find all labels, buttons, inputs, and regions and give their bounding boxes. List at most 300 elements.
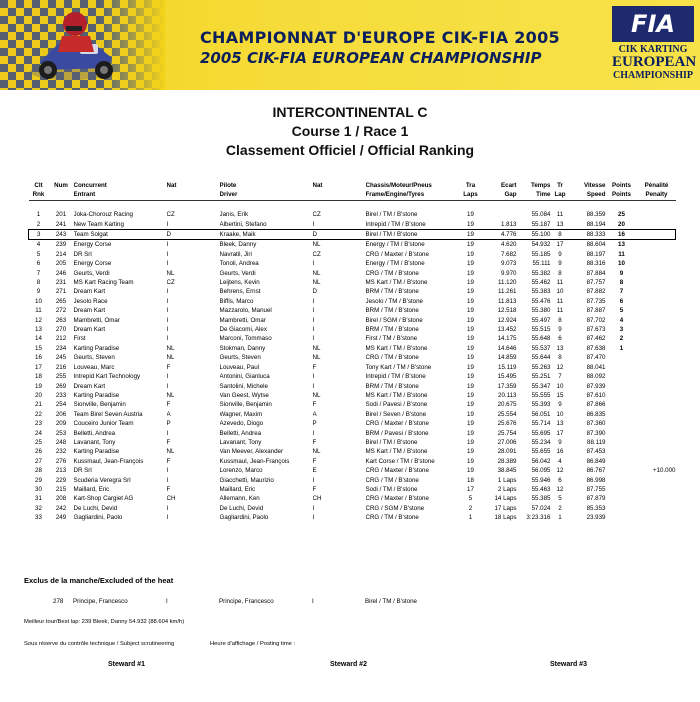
excluded-frame: Birel / TM / B'stone bbox=[365, 598, 417, 605]
cell-speed: 87.470 bbox=[586, 354, 606, 362]
cell-entrant-nat: I bbox=[166, 250, 169, 258]
cell-penalty bbox=[638, 429, 676, 438]
cell-time: 54.932 bbox=[531, 241, 551, 249]
cell-time: 55.185 bbox=[531, 250, 551, 258]
col-header-frame: Chassis/Moteur/Pneus bbox=[365, 182, 432, 189]
cell-driver: Leijtens, Kevin bbox=[219, 279, 260, 287]
steward-2-signature: Steward #2 bbox=[330, 661, 367, 668]
cell-penalty bbox=[638, 269, 676, 278]
cell-entrant: Karting Paradise bbox=[73, 391, 120, 399]
col-subheader-driver-nat bbox=[313, 190, 366, 200]
cell-penalty bbox=[638, 278, 676, 287]
cell-points bbox=[606, 410, 638, 419]
table-row bbox=[29, 372, 676, 381]
cell-frame: Birel / TM / B'stone bbox=[365, 438, 418, 446]
col-subheader-gap: Gap bbox=[481, 190, 517, 200]
cell-penalty bbox=[638, 297, 676, 306]
cell-speed: 87.887 bbox=[586, 307, 606, 315]
cell-best-lap: 17 bbox=[556, 241, 564, 249]
cell-laps: 19 bbox=[467, 354, 474, 362]
kart-illustration bbox=[0, 0, 165, 90]
cell-gap: 14 Laps bbox=[494, 495, 517, 503]
cell-best-lap: 7 bbox=[558, 373, 562, 381]
cell-laps: 19 bbox=[467, 279, 474, 287]
cell-driver-nat: I bbox=[312, 335, 315, 343]
excluded-driver: Principe, Francesco bbox=[219, 598, 274, 605]
cell-speed: 88.316 bbox=[586, 260, 606, 268]
cell-time: 55.463 bbox=[531, 485, 551, 493]
cell-num: 276 bbox=[55, 457, 67, 465]
cell-penalty bbox=[638, 259, 676, 268]
cell-rank: 13 bbox=[35, 326, 42, 334]
cell-points bbox=[606, 457, 638, 466]
cell-driver: Kraake, Maik bbox=[220, 230, 313, 240]
table-row bbox=[29, 220, 676, 230]
cell-num: 239 bbox=[55, 241, 67, 249]
cell-penalty bbox=[638, 353, 676, 362]
cell-driver-nat: CZ bbox=[312, 250, 321, 258]
cell-gap: 14.175 bbox=[497, 335, 517, 343]
cell-entrant: Joka-Chorouz Racing bbox=[73, 211, 133, 219]
cell-penalty bbox=[638, 316, 676, 325]
cell-time: 55.476 bbox=[531, 297, 551, 305]
table-row bbox=[29, 250, 676, 259]
table-row bbox=[29, 457, 676, 466]
cell-driver: Van Meever, Alexander bbox=[219, 448, 284, 456]
cell-entrant-nat: F bbox=[166, 485, 171, 493]
table-header-row-2 bbox=[29, 190, 676, 200]
cell-points: 7 bbox=[619, 288, 624, 296]
cell-laps: 19 bbox=[467, 438, 474, 446]
cell-speed: 87.939 bbox=[586, 382, 606, 390]
cell-best-lap: 9 bbox=[558, 438, 562, 446]
cell-gap: 15.119 bbox=[498, 363, 517, 371]
cell-num: 214 bbox=[55, 250, 67, 258]
col-subheader-entrant: Entrant bbox=[74, 190, 167, 200]
cell-best-lap: 11 bbox=[556, 211, 564, 219]
cell-points bbox=[606, 494, 638, 503]
cell-best-lap: 13 bbox=[556, 220, 564, 228]
cell-penalty bbox=[638, 344, 676, 353]
cell-laps: 5 bbox=[468, 495, 473, 503]
table-row bbox=[29, 466, 676, 475]
excluded-entrant: Principe, Francesco bbox=[73, 598, 128, 605]
cell-gap: 4.620 bbox=[501, 241, 517, 249]
cell-gap: 1 Laps bbox=[497, 476, 517, 484]
cell-num: 205 bbox=[55, 260, 67, 268]
cell-entrant: Couceiro Junior Team bbox=[73, 420, 134, 428]
banner-title-en: 2005 CIK-FIA EUROPEAN CHAMPIONSHIP bbox=[200, 49, 542, 67]
cell-entrant: Lavanant, Tony bbox=[73, 438, 116, 446]
cell-num: 241 bbox=[55, 220, 67, 228]
cell-entrant: Maillard, Eric bbox=[73, 485, 110, 493]
cell-points bbox=[606, 466, 638, 475]
cell-frame: Sodi / TM / B'stone bbox=[365, 485, 418, 493]
cell-penalty bbox=[638, 400, 676, 409]
cell-frame: Birel / Seven / B'stone bbox=[365, 410, 427, 418]
cell-gap: 17 Laps bbox=[494, 504, 517, 512]
cell-num: 242 bbox=[55, 504, 67, 512]
table-row bbox=[29, 287, 676, 296]
cell-points bbox=[606, 476, 638, 485]
cell-rank: 1 bbox=[36, 211, 41, 219]
cell-num: 253 bbox=[55, 429, 67, 437]
cell-driver: Lavanant, Tony bbox=[219, 438, 262, 446]
cell-penalty bbox=[638, 447, 676, 456]
cell-driver-nat: F bbox=[312, 457, 317, 465]
cell-entrant: Dream Kart bbox=[73, 307, 106, 315]
cell-driver-nat: NL bbox=[312, 269, 321, 277]
cell-time: 55.380 bbox=[531, 307, 551, 315]
cell-num: 232 bbox=[55, 448, 67, 456]
cell-driver-nat: I bbox=[312, 373, 315, 381]
cell-laps: 19 bbox=[467, 467, 474, 475]
cell-driver: Mambretti, Omar bbox=[219, 316, 266, 324]
col-header-gap: Ecart bbox=[501, 182, 517, 189]
cell-driver-nat: NL bbox=[312, 354, 321, 362]
cell-best-lap: 12 bbox=[556, 485, 564, 493]
logo-text-3: CHAMPIONSHIP bbox=[613, 70, 693, 81]
cell-entrant: Geurts, Steven bbox=[73, 354, 115, 362]
cell-best-lap: 10 bbox=[556, 382, 564, 390]
cell-laps: 19 bbox=[467, 269, 474, 277]
cell-rank: 5 bbox=[36, 250, 41, 258]
scrutineering-note: Sous réserve du contrôle technique / Subject scrutineering bbox=[24, 641, 175, 647]
cell-entrant: New Team Karting bbox=[73, 220, 124, 228]
cell-time: 55.537 bbox=[531, 344, 551, 352]
cell-num: 234 bbox=[55, 344, 67, 352]
cell-time: 55.946 bbox=[531, 476, 551, 484]
cell-entrant: Dream Kart bbox=[73, 382, 106, 390]
excluded-nat: I bbox=[166, 598, 168, 605]
results-table bbox=[28, 181, 676, 523]
cell-gap: 11.813 bbox=[498, 297, 517, 305]
cell-penalty bbox=[638, 410, 676, 419]
cell-frame: Birel / SGM / B'stone bbox=[365, 316, 423, 324]
cell-entrant: Karting Paradise bbox=[73, 448, 120, 456]
cell-driver-nat: D bbox=[312, 288, 317, 296]
col-subheader-driver: Driver bbox=[220, 190, 313, 200]
cell-frame: CRG / TM / B'stone bbox=[365, 269, 419, 277]
cell-entrant-nat: D bbox=[167, 230, 220, 240]
cell-frame: Kart Corse / TM / B'stone bbox=[365, 457, 435, 465]
cell-points: 11 bbox=[618, 250, 625, 258]
cell-entrant-nat: A bbox=[166, 410, 171, 418]
cell-num: 201 bbox=[55, 211, 67, 219]
cell-frame: Tony Kart / TM / B'stone bbox=[365, 363, 432, 371]
best-lap-note: Meilleur tour/Best lap: 239 Bleek, Danny 54.932 (88.604 km/h) bbox=[24, 619, 185, 625]
cell-speed: 88.194 bbox=[586, 220, 606, 228]
cell-time: 55.695 bbox=[531, 429, 551, 437]
cell-driver: Tonoli, Andrea bbox=[219, 260, 259, 268]
cell-gap: 25.676 bbox=[497, 420, 517, 428]
excluded-title: Exclus de la manche/Excluded of the heat bbox=[24, 576, 174, 585]
cell-speed: 88.333 bbox=[570, 230, 606, 240]
col-header-driver-nat: Nat bbox=[312, 182, 323, 189]
table-row bbox=[29, 297, 676, 306]
cell-driver-nat: F bbox=[312, 485, 317, 493]
cell-driver-nat: I bbox=[312, 326, 315, 334]
cell-entrant: Louveau, Marc bbox=[73, 363, 115, 371]
cell-rank: 9 bbox=[36, 288, 41, 296]
cell-best-lap: 9 bbox=[558, 250, 562, 258]
cell-speed: 87.462 bbox=[586, 335, 606, 343]
fia-logo-mark: FIA bbox=[612, 6, 694, 42]
cell-points: 3 bbox=[619, 326, 624, 334]
cell-driver: Stokman, Danny bbox=[219, 344, 266, 352]
table-row bbox=[29, 259, 676, 268]
cell-frame: CRG / Maxter / B'stone bbox=[365, 467, 429, 475]
cell-time: 55.644 bbox=[531, 354, 551, 362]
cell-entrant: Kart-Shop Cargiet AG bbox=[73, 495, 134, 503]
cell-num: 246 bbox=[55, 269, 67, 277]
excluded-num: 278 bbox=[53, 598, 64, 605]
cell-best-lap: 8 bbox=[551, 230, 570, 240]
cell-time: 55.515 bbox=[531, 326, 551, 334]
cell-driver: Navratil, Jiri bbox=[219, 250, 252, 258]
cell-gap: 17.359 bbox=[497, 382, 517, 390]
cell-penalty bbox=[638, 438, 676, 447]
cell-time: 55.111 bbox=[532, 260, 551, 268]
cell-penalty bbox=[638, 230, 676, 240]
cell-rank: 12 bbox=[35, 316, 42, 324]
table-row bbox=[29, 325, 676, 334]
col-header-laps: Tra bbox=[465, 182, 476, 189]
table-row bbox=[29, 278, 676, 287]
cell-laps: 19 bbox=[467, 260, 474, 268]
cell-gap: 13.452 bbox=[497, 326, 517, 334]
cell-driver: Santolini, Michele bbox=[219, 382, 268, 390]
cell-num: 231 bbox=[55, 279, 67, 287]
table-row bbox=[29, 429, 676, 438]
cell-frame: Jesolo / TM / B'stone bbox=[365, 297, 423, 305]
cell-driver-nat: F bbox=[312, 401, 317, 409]
cell-frame: Intrepid / TM / B'stone bbox=[365, 220, 426, 228]
cell-driver: De Luchi, Devid bbox=[219, 504, 264, 512]
cell-best-lap: 8 bbox=[558, 316, 562, 324]
table-row bbox=[29, 363, 676, 372]
table-row bbox=[29, 513, 676, 522]
cell-rank: 6 bbox=[36, 260, 41, 268]
table-row bbox=[29, 334, 676, 343]
col-subheader-nat bbox=[167, 190, 220, 200]
cell-laps: 19 bbox=[467, 382, 474, 390]
cell-frame: CRG / Maxter / B'stone bbox=[365, 250, 429, 258]
cell-entrant-nat: I bbox=[166, 288, 169, 296]
cell-frame: MS Kart / TM / B'stone bbox=[365, 448, 428, 456]
cell-num: 215 bbox=[55, 485, 67, 493]
cell-time: 55.393 bbox=[531, 401, 551, 409]
cell-driver: Maillard, Eric bbox=[219, 485, 256, 493]
col-subheader-laps: Laps bbox=[461, 190, 481, 200]
cell-driver: Bleek, Danny bbox=[219, 241, 257, 249]
cell-points bbox=[606, 429, 638, 438]
cell-time: 55.497 bbox=[531, 316, 551, 324]
cell-best-lap: 8 bbox=[558, 354, 562, 362]
cell-rank: 4 bbox=[36, 241, 41, 249]
cell-gap: 7.682 bbox=[501, 250, 517, 258]
cell-num: 206 bbox=[55, 410, 67, 418]
cell-speed: 86.998 bbox=[586, 476, 606, 484]
cell-laps: 19 bbox=[467, 307, 474, 315]
cell-frame: First / TM / B'stone bbox=[365, 335, 418, 343]
table-row bbox=[29, 438, 676, 447]
cell-entrant: Mambretti, Omar bbox=[73, 316, 120, 324]
cell-penalty bbox=[638, 504, 676, 513]
cell-gap bbox=[481, 210, 517, 219]
table-row bbox=[29, 504, 676, 513]
cell-driver-nat: I bbox=[312, 429, 315, 437]
cell-gap: 25.554 bbox=[497, 410, 517, 418]
cell-driver-nat: E bbox=[312, 467, 317, 475]
cell-driver-nat: I bbox=[312, 307, 315, 315]
table-row bbox=[29, 353, 676, 362]
cell-driver-nat: NL bbox=[312, 344, 321, 352]
cell-gap: 9.970 bbox=[501, 269, 517, 277]
race-title: Course 1 / Race 1 bbox=[291, 123, 409, 139]
col-header-num: Num bbox=[54, 182, 68, 189]
cell-driver-nat: I bbox=[312, 382, 315, 390]
cell-driver: Van Geest, Wytse bbox=[219, 391, 269, 399]
cell-frame: CRG / TM / B'stone bbox=[365, 476, 419, 484]
cell-num: 209 bbox=[55, 420, 67, 428]
cell-entrant-nat: CH bbox=[166, 495, 176, 503]
cell-frame: CRG / TM / B'stone bbox=[365, 354, 419, 362]
cell-entrant-nat: CZ bbox=[166, 211, 175, 219]
cell-laps: 18 bbox=[467, 476, 474, 484]
col-header-speed: Vitesse bbox=[583, 182, 606, 189]
cell-speed: 87.879 bbox=[586, 495, 606, 503]
cell-entrant-nat: F bbox=[166, 438, 171, 446]
table-row bbox=[29, 230, 676, 240]
cell-driver: Geurts, Verdi bbox=[219, 269, 256, 277]
cell-points bbox=[606, 438, 638, 447]
cell-num: 270 bbox=[55, 326, 67, 334]
cell-driver: Mazzarolo, Manuel bbox=[219, 307, 272, 315]
cell-laps: 19 bbox=[467, 373, 474, 381]
cell-frame: BRM / Pavesi / B'stone bbox=[365, 429, 429, 437]
cell-laps: 2 bbox=[468, 504, 473, 512]
cell-penalty bbox=[638, 485, 676, 494]
cell-laps: 19 bbox=[467, 335, 474, 343]
cell-entrant-nat: NL bbox=[166, 391, 175, 399]
cell-time: 55.084 bbox=[531, 211, 551, 219]
cell-speed: 87.755 bbox=[586, 485, 606, 493]
cell-laps: 19 bbox=[467, 316, 474, 324]
cell-penalty bbox=[638, 372, 676, 381]
cell-points bbox=[606, 363, 638, 372]
cell-laps: 19 bbox=[467, 241, 474, 249]
cell-rank: 16 bbox=[35, 354, 42, 362]
cell-best-lap: 4 bbox=[558, 457, 562, 465]
cell-driver-nat: NL bbox=[312, 391, 321, 399]
cell-driver-nat: A bbox=[312, 410, 317, 418]
cell-entrant-nat: NL bbox=[166, 448, 175, 456]
cell-best-lap: 11 bbox=[556, 307, 564, 315]
cell-driver-nat: CZ bbox=[312, 211, 321, 219]
cell-laps: 19 bbox=[461, 230, 481, 240]
cell-points: 16 bbox=[606, 230, 638, 240]
cell-rank: 11 bbox=[35, 307, 42, 315]
excluded-driver-nat: I bbox=[312, 598, 314, 605]
cell-time: 56.042 bbox=[531, 457, 551, 465]
cell-points: 9 bbox=[619, 269, 624, 277]
logo-text-1: CIK KARTING bbox=[618, 44, 688, 55]
col-header-lap: Tr bbox=[557, 182, 563, 189]
cell-best-lap: 13 bbox=[556, 420, 564, 428]
cell-num: 212 bbox=[55, 335, 67, 343]
cell-num: 233 bbox=[55, 391, 67, 399]
cell-entrant-nat: I bbox=[166, 467, 169, 475]
cell-rank: 22 bbox=[35, 410, 42, 418]
cell-num: 272 bbox=[55, 307, 67, 315]
col-header-nat: Nat bbox=[166, 182, 177, 189]
cell-entrant-nat: I bbox=[166, 220, 169, 228]
cell-entrant-nat: NL bbox=[166, 354, 175, 362]
cell-speed: 86.835 bbox=[586, 410, 606, 418]
cell-entrant-nat: NL bbox=[166, 269, 175, 277]
cell-rank: 26 bbox=[35, 448, 42, 456]
cell-rank: 3 bbox=[29, 230, 49, 240]
cell-num: 208 bbox=[55, 495, 67, 503]
cell-frame: BRM / TM / B'stone bbox=[365, 326, 419, 334]
table-row bbox=[29, 419, 676, 428]
cell-speed: 88.119 bbox=[587, 438, 606, 446]
cell-gap: 14.859 bbox=[497, 354, 517, 362]
cell-driver-nat: I bbox=[312, 220, 315, 228]
cell-gap: 12.518 bbox=[497, 307, 517, 315]
cell-points bbox=[606, 382, 638, 391]
cell-driver-nat: NL bbox=[312, 448, 321, 456]
cell-rank: 18 bbox=[35, 373, 42, 381]
cell-num: 254 bbox=[55, 401, 67, 409]
cell-num: 271 bbox=[55, 288, 67, 296]
cell-best-lap: 9 bbox=[558, 326, 562, 334]
cell-best-lap: 13 bbox=[556, 344, 564, 352]
cell-best-lap: 5 bbox=[558, 495, 562, 503]
cell-entrant-nat: P bbox=[166, 420, 171, 428]
table-row bbox=[29, 400, 676, 409]
cell-rank: 28 bbox=[35, 467, 42, 475]
cell-best-lap: 8 bbox=[558, 269, 562, 277]
cell-driver-nat: I bbox=[312, 504, 315, 512]
cell-laps: 19 bbox=[467, 211, 474, 219]
table-row bbox=[29, 410, 676, 419]
col-header-points: Points bbox=[612, 182, 631, 189]
cell-laps: 17 bbox=[467, 485, 474, 493]
steward-3-signature: Steward #3 bbox=[550, 661, 587, 668]
cell-points bbox=[606, 419, 638, 428]
excluded-row bbox=[28, 598, 668, 608]
cell-time: 55.383 bbox=[531, 288, 551, 296]
cell-speed: 87.757 bbox=[586, 279, 606, 287]
cell-entrant: Karting Paradise bbox=[73, 344, 120, 352]
cell-rank: 15 bbox=[35, 344, 42, 352]
cell-entrant: Jesolo Race bbox=[73, 297, 108, 305]
cell-time: 55.382 bbox=[531, 269, 551, 277]
cell-rank: 24 bbox=[35, 429, 42, 437]
cell-laps: 19 bbox=[467, 457, 474, 465]
cell-speed: 88.604 bbox=[586, 241, 606, 249]
cell-gap: 20.113 bbox=[498, 391, 517, 399]
cell-laps: 19 bbox=[467, 220, 474, 228]
banner-title-fr: CHAMPIONNAT D'EUROPE CIK-FIA 2005 bbox=[200, 28, 560, 47]
cell-entrant-nat: I bbox=[166, 429, 169, 437]
cell-rank: 30 bbox=[35, 485, 42, 493]
header-banner bbox=[0, 0, 700, 90]
cell-penalty bbox=[638, 391, 676, 400]
cell-points: 20 bbox=[618, 220, 625, 228]
